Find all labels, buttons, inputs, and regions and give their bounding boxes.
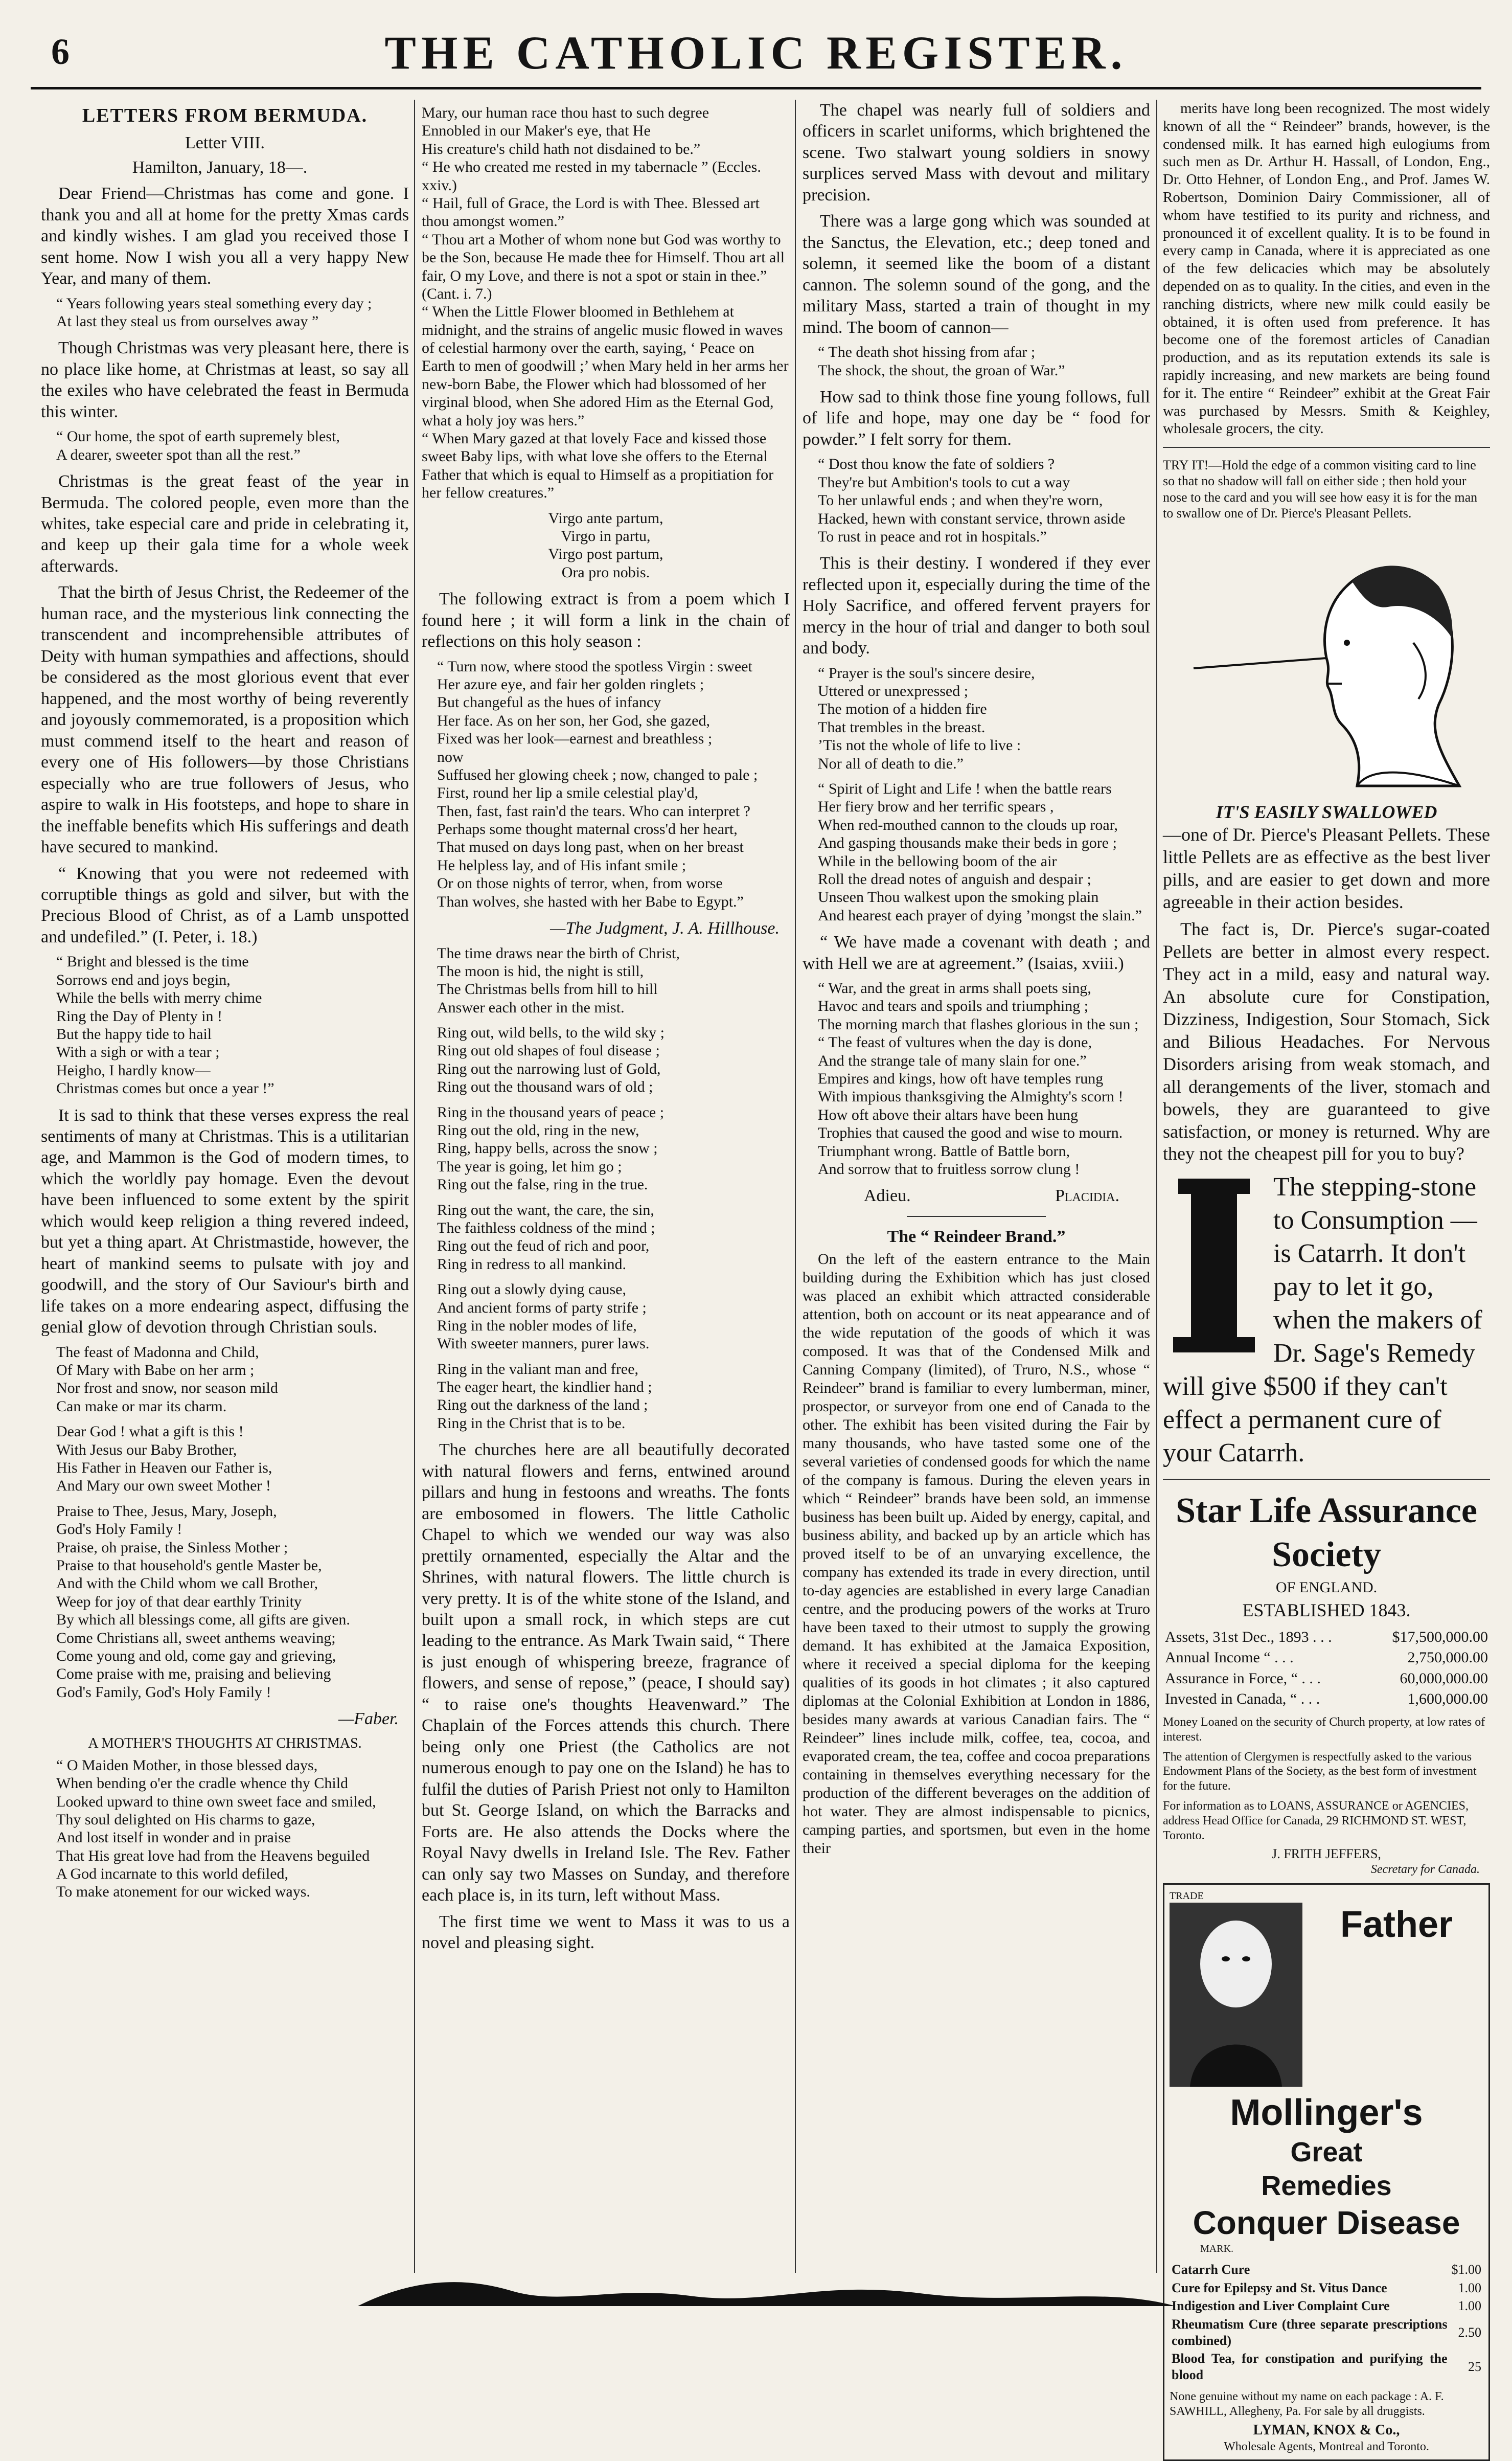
verse-line: Her face. As on her son, her God, she gazed, <box>437 712 710 729</box>
verse-line: “ The feast of vultures when the day is done, <box>818 1034 1092 1051</box>
paragraph: Christmas is the great feast of the year in Bermuda. The colored people, even more than the whites, take especial care and pride in celebrating it, and keep up their gala time for a whole week afterwards. <box>41 472 409 576</box>
verse-line: “ He who created me rested in my tabernacle ” (Eccles. xxiv.) <box>422 159 761 194</box>
paragraph: How sad to think those fine young follows, full of life and hope, may one day be “ food for powder.” I felt sorry for them. <box>803 387 1150 449</box>
verse-line: Weep for joy of that dear earthly Trinity <box>56 1593 302 1610</box>
table-cell: Assurance in Force, “ . . . <box>1165 1669 1321 1687</box>
verse-line: Virgo in partu, <box>561 527 651 545</box>
paragraph: Though Christmas was very pleasant here, there is no place like home, at Christmas at least, so say all the exiles who have celebrated the feast in Bermuda this winter. <box>41 338 409 421</box>
table-row <box>1170 2315 1483 2350</box>
verse-line: “ Bright and blessed is the time <box>56 953 249 970</box>
paragraph: It is sad to think that these verses express the real sentiments of many at Christmas. This is a utilitarian age, and Mammon is the God of modern times, to which the worldly pay homage. Even the devout have been influenced to some extent by the spirit which would keep religion a thing revered indeed, but yet a thing apart. At Christmastide, however, the heart of mankind seems to pulsate with joy and goodwill, and the story of Our Saviour's birth and life takes on a more endearing aspect, diffusing the genial glow of devotion through Christian souls. <box>41 1105 409 1337</box>
verse-line: Ring in the nobler modes of life, <box>437 1317 637 1334</box>
table-cell: Assets, 31st Dec., 1893 . . . <box>1165 1628 1332 1645</box>
verse <box>437 1201 790 1274</box>
table-cell: Blood Tea, for constipation and purifying the blood <box>1172 2351 1448 2383</box>
verse-line: “ The death shot hissing from afar ; <box>818 344 1036 361</box>
verse-line: To rust in peace and rot in hospitals.” <box>818 528 1047 545</box>
verse-line: First, round her lip a smile celestial play'd, <box>437 784 699 802</box>
verse-line: To her unlawful ends ; and when they're worn, <box>818 492 1103 509</box>
verse-line: Can make or mar its charm. <box>56 1397 227 1415</box>
verse-line: But changeful as the hues of infancy <box>437 694 661 711</box>
table-row <box>1163 1647 1490 1668</box>
ad-text: TRY IT!—Hold the edge of a common visiting card to line so that no shadow will fall on either side ; then hold your nose to the card and you will see how easy it is for the man to swallow one of Dr. Pierce's Pleasant Pellets. <box>1163 458 1478 521</box>
page-number: 6 <box>51 31 70 72</box>
table-cell: 1.00 <box>1458 2298 1481 2314</box>
attribution: —Faber. <box>338 1709 399 1729</box>
verse-line: “ When Mary gazed at that lovely Face and kissed those sweet Baby lips, with what love she offers to the Eternal Father that which is equal to Himself as a propitiation for her fellow creatures.” <box>422 430 774 502</box>
page-header <box>31 10 1481 87</box>
table-cell: $1.00 <box>1451 2262 1481 2277</box>
verse-line: “ Hail, full of Grace, the Lord is with Thee. Blessed art thou amongst women.” <box>422 194 760 230</box>
section-divider <box>907 1216 1046 1217</box>
verse-line: Looked upward to thine own sweet face and smiled, <box>56 1793 376 1810</box>
verse <box>437 658 790 911</box>
table-row <box>1163 1668 1490 1689</box>
verse-line: “ Years following years steal something every day ; <box>56 295 372 312</box>
ad-text: The fact is, Dr. Pierce's sugar-coated Pellets are better in almost every respect. They act in a mild, easy and natural way. An absolute cure for Constipation, Dizziness, Indigestion, Sour Stomach, Sick and Bilious Headaches. For Nervous Disorders arising from weak stomach, and all derangements of the liver, stomach and bowels, they are guaranteed to give satisfaction, or money is returned. Why are they not the cheapest pill for you to buy? <box>1163 919 1490 1164</box>
verse-line: Christmas comes but once a year !” <box>56 1080 274 1097</box>
verse-line: With impious thanksgiving the Almighty's scorn ! <box>818 1088 1124 1105</box>
verse-line: Ring, happy bells, across the snow ; <box>437 1140 658 1157</box>
article-heading: The “ Reindeer Brand.” <box>887 1227 1066 1246</box>
verse-line: Sorrows end and joys begin, <box>56 971 231 988</box>
verse-line: Triumphant wrong. Battle of Battle born, <box>818 1142 1070 1160</box>
verse-line: Empires and kings, how oft have temples rung <box>818 1070 1104 1087</box>
verse <box>818 979 1150 1178</box>
verse-line: “ Spirit of Light and Life ! when the battle rears <box>818 780 1112 797</box>
verse-line: Or on those nights of terror, when, from worse <box>437 875 723 892</box>
verse-line: Ring the Day of Plenty in ! <box>56 1007 222 1025</box>
verse-line: The moon is hid, the night is still, <box>437 962 644 980</box>
verse-line: “ Prayer is the soul's sincere desire, <box>818 664 1035 682</box>
verse-line: Come praise with me, praising and believing <box>56 1665 331 1683</box>
verse-line: Come young and old, come gay and grieving, <box>56 1647 336 1664</box>
sage-ad <box>1163 1170 1490 1470</box>
latin-verse <box>422 509 790 582</box>
table-cell: Indigestion and Liver Complaint Cure <box>1172 2298 1390 2314</box>
verse-line: Ring out the feud of rich and poor, <box>437 1237 650 1255</box>
verse-line: “ When the Little Flower bloomed in Bethlehem at midnight, and the strains of angelic music flowed in waves of celestial harmony over the earth, saying, ‘ Peace on Earth to men of goodwill ;’ when Mary held in her arms her new-born Babe, the Flower which had blossomed of her virginal blood, when She adored Him as the Eternal God, what a holy joy was hers.” <box>422 303 789 429</box>
signature-title: Secretary for Canada. <box>1370 1863 1480 1877</box>
trade-label: TRADE <box>1170 1890 1204 1902</box>
verse-line: Nor frost and snow, nor season mild <box>56 1380 278 1397</box>
verse <box>437 1103 790 1194</box>
ad-text: The stepping-stone to Consumption — is Catarrh. It don't pay to let it go, when the makers of Dr. Sage's Remedy will give $500 if they can't effect a permanent cure of your Catarrh. <box>1163 1172 1482 1468</box>
ad-text: —one of Dr. Pierce's Pleasant Pellets. These little Pellets are as effective as the best liver pills, and are easier to get down and more agreeable in their action besides. <box>1163 824 1490 912</box>
verse-line: Ring out the narrowing lust of Gold, <box>437 1060 661 1077</box>
verse-line: And with the Child whom we call Brother, <box>56 1575 318 1592</box>
verse-line: Ring out the want, the care, the sin, <box>437 1201 654 1218</box>
verse-line: At last they steal us from ourselves away ” <box>56 313 319 330</box>
column-divider <box>795 100 796 2273</box>
table-row <box>1163 1689 1490 1710</box>
verse <box>437 944 790 1017</box>
table-cell: Annual Income “ . . . <box>1165 1649 1294 1666</box>
verse-line: That trembles in the breast. <box>818 718 986 736</box>
verse-line: The faithless coldness of the mind ; <box>437 1219 655 1236</box>
star-life-established: ESTABLISHED 1843. <box>1242 1599 1411 1620</box>
verse-line: How oft above their altars have been hung <box>818 1106 1078 1123</box>
verse <box>56 1502 409 1701</box>
ad-text: None genuine without my name on each package : A. F. SAWHILL, Allegheny, Pa. For sale by all druggists. <box>1170 2389 1444 2418</box>
table-row <box>1170 2350 1483 2384</box>
verse-line: Ring in the Christ that is to be. <box>437 1414 626 1432</box>
verse-line: His Father in Heaven our Father is, <box>56 1459 272 1477</box>
verse-line: “ Our home, the spot of earth supremely blest, <box>56 428 340 445</box>
table-cell: 25 <box>1468 2359 1481 2375</box>
verse-line: “ Thou art a Mother of whom none but God was worthy to be the Son, because He made thee for Himself. Thou art all fair, O my Love, and there is not a spot or stain in thee.” (Cant. i. 7.) <box>422 231 785 302</box>
verse-line: ’Tis not the whole of life to live : <box>818 737 1021 754</box>
verse <box>818 455 1150 546</box>
table-cell: $17,500,000.00 <box>1392 1628 1488 1645</box>
mollinger-ad <box>1163 1883 1490 2460</box>
verse-line: The time draws near the birth of Christ, <box>437 944 680 962</box>
verse-line: The motion of a hidden fire <box>818 701 987 718</box>
column-divider <box>414 100 415 2273</box>
column-divider <box>1156 100 1157 2273</box>
paragraph: merits have long been recognized. The most widely known of all the “ Reindeer” brands, however, is the condensed milk. It has earned high eulogiums from such men as Dr. Arthur H. Hassall, of London, Eng., Dr. Otto Hehner, of London Eng., and Prof. James W. Robertson, Dominion Dairy Commissioner, all of whom have testified to its purity and richness, and pronounced it of excellent quality. It is to be found in every camp in Canada, where it is appreciated as one of the few delicacies which may be absolutely depended on as to quality. In the cities, and even in the ranching districts, where new milk could easily be obtained, it is often used from preference. It has become one of the foremost articles of Canadian production, and as its reputation extends its sale is rapidly increasing, and new markets are being found for it. The entire “ Reindeer” exhibit at the Great Fair was purchased by Messrs. Smith & Keighley, wholesale grocers, the city. <box>1163 100 1490 437</box>
verse-line: Ring out the old, ring in the new, <box>437 1122 639 1139</box>
verse-line: With Jesus our Baby Brother, <box>56 1441 237 1458</box>
verse-line: Ring in the thousand years of peace ; <box>437 1103 665 1121</box>
verse-line: Ring out the thousand wars of old ; <box>437 1078 653 1096</box>
paragraph: This is their destiny. I wondered if they ever reflected upon it, especially during the time of the Holy Sacrifice, and offered fervent prayers for mercy in the hour of trial and danger to both soul and body. <box>803 554 1150 658</box>
verse-line: Mary, our human race thou hast to such degree <box>422 104 709 121</box>
verse <box>56 1343 409 1416</box>
man-profile-illustration <box>1173 530 1480 796</box>
verse-line: A God incarnate to this world defiled, <box>56 1865 289 1883</box>
star-life-title: Star Life Assurance Society <box>1176 1491 1477 1574</box>
verse-line: God's Holy Family ! <box>56 1521 182 1538</box>
verse-line: Ring out the darkness of the land ; <box>437 1396 648 1414</box>
mollinger-conquer: Conquer Disease <box>1193 2204 1460 2242</box>
mollinger-title: Father Mollinger's <box>1230 1904 1453 2133</box>
verse-line: Thy soul delighted on His charms to gaze, <box>56 1811 315 1828</box>
verse-line: With sweeter manners, purer laws. <box>437 1335 650 1352</box>
verse-line: Hacked, hewn with constant service, thrown aside <box>818 510 1126 527</box>
verse-line: Roll the dread notes of anguish and despair ; <box>818 870 1091 888</box>
paragraph: Dear Friend—Christmas has come and gone. I thank you and all at home for the pretty Xmas cards and kindly wishes. I am glad you received those I sent home. Now I wish you all a very happy New Year, and many of them. <box>41 184 409 288</box>
verse-line: By which all blessings come, all gifts are given. <box>56 1611 350 1629</box>
verse-line: Ring out old shapes of foul disease ; <box>437 1042 660 1059</box>
verse-line: “ Dost thou know the fate of soldiers ? <box>818 456 1055 473</box>
verse-line: Of Mary with Babe on her arm ; <box>56 1362 255 1379</box>
mollinger-remedies: Remedies <box>1261 2170 1392 2201</box>
verse-line: Perhaps some thought maternal cross'd her heart, <box>437 821 738 838</box>
verse-line: Ring in redress to all mankind. <box>437 1255 626 1273</box>
verse-line: “ Turn now, where stood the spotless Virgin : sweet <box>437 658 752 675</box>
verse-line: Ring out a slowly dying cause, <box>437 1281 626 1298</box>
verse-line: With a sigh or with a tear ; <box>56 1044 220 1061</box>
verse-line: God's Family, God's Holy Family ! <box>56 1683 271 1701</box>
table-row <box>1163 1627 1490 1648</box>
verse-line: Praise to Thee, Jesus, Mary, Joseph, <box>56 1502 277 1520</box>
verse-line: And gasping thousands make their beds in gore ; <box>818 834 1117 852</box>
verse-line: The shock, the shout, the groan of War.” <box>818 362 1065 379</box>
remedy-price-list <box>1170 2261 1483 2384</box>
verse-line: Praise to that household's gentle Master be, <box>56 1556 322 1574</box>
verse <box>56 1423 409 1495</box>
attribution: —The Judgment, J. A. Hillhouse. <box>550 919 780 938</box>
verse-line: Her fiery brow and her terrific spears , <box>818 798 1054 816</box>
pillar-icon <box>1163 1173 1265 1358</box>
verse-line: The eager heart, the kindlier hand ; <box>437 1379 652 1396</box>
verse-line: Ennobled in our Maker's eye, that He <box>422 122 651 140</box>
paragraph: The following extract is from a poem which I found here ; it will form a link in the chain of reflections on this holy season : <box>422 590 790 651</box>
mark-label: MARK. <box>1200 2243 1234 2255</box>
verse-line: Dear God ! what a gift is this ! <box>56 1423 244 1440</box>
table-cell: 2,750,000.00 <box>1407 1649 1488 1666</box>
verse-line: now <box>437 748 464 765</box>
verse-line: His creature's child hath not disdained to be.” <box>422 140 701 157</box>
verse-line: And sorrow that to fruitless sorrow clung ! <box>818 1160 1080 1178</box>
verse <box>56 953 409 1097</box>
verse <box>56 1756 409 1901</box>
verse-line: And Mary our own sweet Mother ! <box>56 1477 271 1495</box>
verse <box>437 1280 790 1353</box>
verse-line: Her azure eye, and fair her golden ringlets ; <box>437 675 704 693</box>
verse-line: And lost itself in wonder and in praise <box>56 1829 291 1846</box>
verse <box>818 780 1150 924</box>
ad-text: For information as to LOANS, ASSURANCE or AGENCIES, address Head Office for Canada, 29 RICHMOND ST. WEST, Toronto. <box>1163 1799 1469 1842</box>
mollinger-great: Great <box>1290 2136 1363 2168</box>
verse-line: Than wolves, she hasted with her Babe to Egypt.” <box>437 893 744 910</box>
verse <box>437 1360 790 1433</box>
article-subheading: Letter VIII. <box>185 133 265 153</box>
table-cell: 60,000,000.00 <box>1400 1669 1488 1687</box>
table-cell: 1.00 <box>1458 2280 1481 2295</box>
section-divider <box>1163 447 1490 448</box>
star-life-subtitle: OF ENGLAND. <box>1275 1579 1378 1596</box>
verse-line: The morning march that flashes glorious in the sun ; <box>818 1015 1139 1033</box>
header-rule <box>31 87 1481 89</box>
paragraph: The first time we went to Mass it was to us a novel and pleasing sight. <box>422 1912 790 1953</box>
section-divider <box>1163 1479 1490 1480</box>
paragraph: The churches here are all beautifully decorated with natural flowers and ferns, entwined around pillars and hung in festoons and wreaths. The fonts are embosomed in flowers. The little Catholic Chapel to which we wended our way was also prettily ornamented, especially the Altar and the Shrines, with natural flowers. The little church is very pretty. It is of the white stone of the Island, and built upon a small rock, in which steps are cut leading to the entrance. As Mark Twain said, “ There is just enough of whispering breeze, fragrance of flowers, and sense of repose,” (peace, I should say) “ to raise one's thoughts Heavenward.” The Chaplain of the Forces attends this church. There being only one Priest (the Catholics are not numerous enough to pay one on the Island) he has to fulfil the duties of Parish Priest not only to Hamilton but St. George Island, on which the Barracks and Forts are. He also attends the Docks where the Royal Navy dwells in Ireland Isle. The Rev. Father can only say two Masses on Sunday, and therefore each place is, in its turn, left without Mass. <box>422 1440 790 1905</box>
article-heading: LETTERS FROM BERMUDA. <box>82 105 368 126</box>
verse-line: But the happy tide to hail <box>56 1025 212 1043</box>
verse-line: Nor all of death to die.” <box>818 755 964 772</box>
verse-line: Ring out, wild bells, to the wild sky ; <box>437 1024 665 1042</box>
verse-line: While the bells with merry chime <box>56 989 262 1007</box>
column-4 <box>1163 100 1490 2453</box>
verse-line: The year is going, let him go ; <box>437 1158 622 1175</box>
dateline: Hamilton, January, 18—. <box>132 157 308 177</box>
bottom-edge-shadow <box>358 2270 1176 2306</box>
column-1 <box>41 100 409 2273</box>
signature: J. FRITH JEFFERS, <box>1272 1846 1381 1862</box>
table-cell: Invested in Canada, “ . . . <box>1165 1690 1320 1708</box>
masthead-title: THE CATHOLIC REGISTER. <box>384 27 1128 79</box>
verse-line: Ora pro nobis. <box>561 563 650 581</box>
verse-line: Virgo ante partum, <box>548 509 663 527</box>
column-3 <box>803 100 1150 2273</box>
author-signature: Placidia. <box>1055 1186 1119 1206</box>
paragraph: On the left of the eastern entrance to the Main building during the Exhibition which has just closed was placed an exhibit which attracted considerable attention, both on account or its neat appearance and of the wide reputation of the goods of which it was composed. It was that of the Condensed Milk and Canning Company (limited), of Truro, N.S., whose “ Reindeer” brand is familiar to every lumberman, miner, prospector, or surveyor from one end of Canada to the other. The exhibit has been visited during the Fair by many thousands, who have tasted some one of the several varieties of condensed goods for which the name of the company is famous. During the eleven years in which “ Reindeer” brands have been sold, an immense business has been built up. Aided by energy, capital, and business ability, and backed up by an article which has proved itself to be of an unvarying excellence, the company has extended its trade in every direction, until to-day agencies are established in every large Canadian centre, and the producing powers of the works at Truro have been taxed to their utmost to supply the growing demand. It has exhibited at the Jamaica Exposition, where it received a special diploma for the keeping qualities of its goods in hot climates ; it also captured diplomas at the Colonial Exhibition at London in 1886, besides many awards at various Canadian fairs. The “ Reindeer” lines include milk, coffee, tea, cocoa, and evaporated cream, the tea, coffee and cocoa preparations containing in themselves everything necessary for the production of the different beverages on the addition of hot water. They are almost indispensable to picnics, camping parties, and sportsmen, but even in the home their <box>803 1251 1150 1857</box>
verse-line: Come Christians all, sweet anthems weaving; <box>56 1629 336 1646</box>
verse-line: He helpless lay, and of His infant smile ; <box>437 856 686 874</box>
ad-headline: IT'S EASILY SWALLOWED <box>1216 801 1437 822</box>
verse-line: The Christmas bells from hill to hill <box>437 981 658 998</box>
verse-line: Havoc and tears and spoils and triumphing ; <box>818 998 1089 1015</box>
table-cell: Rheumatism Cure (three separate prescriptions combined) <box>1172 2317 1448 2348</box>
signoff <box>803 1185 1150 1206</box>
verse-line: To make atonement for our wicked ways. <box>56 1883 310 1901</box>
verse-line: When bending o'er the cradle whence thy Child <box>56 1775 349 1792</box>
verse-line: Trophies that caused the good and wise to mourn. <box>818 1124 1123 1142</box>
verse-line: Uttered or unexpressed ; <box>818 683 969 700</box>
verse-line: The feast of Madonna and Child, <box>56 1343 259 1361</box>
verse-line: Ring in the valiant man and free, <box>437 1360 639 1378</box>
priest-portrait-icon <box>1170 1903 1302 2087</box>
agent-location: Wholesale Agents, Montreal and Toronto. <box>1224 2440 1429 2453</box>
verse <box>56 427 409 464</box>
verse-line: That His great love had from the Heavens beguiled <box>56 1847 370 1864</box>
verse-line: Answer each other in the mist. <box>437 999 625 1016</box>
column-2 <box>422 100 790 2273</box>
paragraph: The chapel was nearly full of soldiers and officers in scarlet uniforms, which brightened the scene. Two stalwart young soldiers in snowy surplices served Mass with devout and military precision. <box>803 101 1150 205</box>
verse-line: Then, fast, fast rain'd the tears. Who can interpret ? <box>437 802 750 820</box>
paragraph: “ Knowing that you were not redeemed with corruptible things as gold and silver, but with the Precious Blood of Christ, as of a Lamb unspotted and undefiled.” (I. Peter, i. 18.) <box>41 864 409 946</box>
verse <box>818 664 1150 773</box>
verse <box>422 104 790 502</box>
verse-line: Heigho, I hardly know— <box>56 1062 211 1079</box>
ad-text: Money Loaned on the security of Church property, at low rates of interest. <box>1163 1715 1485 1744</box>
adieu-text: Adieu. <box>864 1186 911 1206</box>
verse-line: And ancient forms of party strife ; <box>437 1299 647 1316</box>
verse <box>437 1024 790 1096</box>
poem-title: A MOTHER'S THOUGHTS AT CHRISTMAS. <box>88 1735 362 1751</box>
verse-line: Virgo post partum, <box>548 546 663 563</box>
financial-table <box>1163 1627 1490 1710</box>
paragraph: There was a large gong which was sounded at the Sanctus, the Elevation, etc.; deep toned and solemn, it seemed like the boom of a distant cannon. The solemn sound of the gong, and the military Mass, started a train of thought in my mind. The boom of cannon— <box>803 212 1150 337</box>
verse-line: And the strange tale of many slain for one.” <box>818 1052 1087 1069</box>
paragraph: “ We have made a covenant with death ; and with Hell we are at agreement.” (Isaias, xviii.) <box>803 933 1150 973</box>
verse-line: Suffused her glowing cheek ; now, changed to pale ; <box>437 766 758 783</box>
verse-line: Ring out the false, ring in the true. <box>437 1176 648 1193</box>
table-row <box>1170 2297 1483 2315</box>
verse-line: Unseen Thou walkest upon the smoking plain <box>818 889 1099 906</box>
verse-line: They're but Ambition's tools to cut a way <box>818 473 1070 491</box>
paragraph: That the birth of Jesus Christ, the Redeemer of the human race, and the mysterious link connecting the transcendent and incomprehensible attributes of Deity with human sympathies and affections, should be considered as the most glorious event that ever happened, and the most worthy of being reverently and joyously commemorated, is a proposition which must commend itself to the heart and reason of every one of His followers—by those Christians especially who are true followers of Jesus, who aspire to walk in His footsteps, and hope to share in the ineffable benefits which His sufferings and death have secured to mankind. <box>41 583 409 857</box>
verse <box>56 295 409 331</box>
verse-line: Praise, oh praise, the Sinless Mother ; <box>56 1539 288 1556</box>
verse-line: And hearest each prayer of dying ’mongst the slain.” <box>818 907 1142 924</box>
verse <box>818 343 1150 379</box>
table-cell: Catarrh Cure <box>1172 2262 1250 2277</box>
table-cell: 2.50 <box>1458 2324 1481 2340</box>
verse-line: That mused on days long past, when on her breast <box>437 839 744 856</box>
verse-line: “ O Maiden Mother, in those blessed days, <box>56 1756 318 1774</box>
verse-line: “ War, and the great in arms shall poets sing, <box>818 980 1091 997</box>
table-row <box>1170 2279 1483 2297</box>
verse-line: A dearer, sweeter spot than all the rest.” <box>56 446 301 463</box>
ad-text: The attention of Clergymen is respectfully asked to the various Endowment Plans of the Society, as the best form of investment for the future. <box>1163 1750 1477 1793</box>
verse-line: While in the bellowing boom of the air <box>818 852 1057 870</box>
verse-line: Fixed was her look—earnest and breathless ; <box>437 730 713 748</box>
verse-line: When red-mouthed cannon to the clouds up roar, <box>818 816 1118 833</box>
agent-name: LYMAN, KNOX & Co., <box>1253 2422 1400 2439</box>
table-row <box>1170 2261 1483 2279</box>
table-cell: 1,600,000.00 <box>1407 1690 1488 1708</box>
table-cell: Cure for Epilepsy and St. Vitus Dance <box>1172 2280 1387 2295</box>
